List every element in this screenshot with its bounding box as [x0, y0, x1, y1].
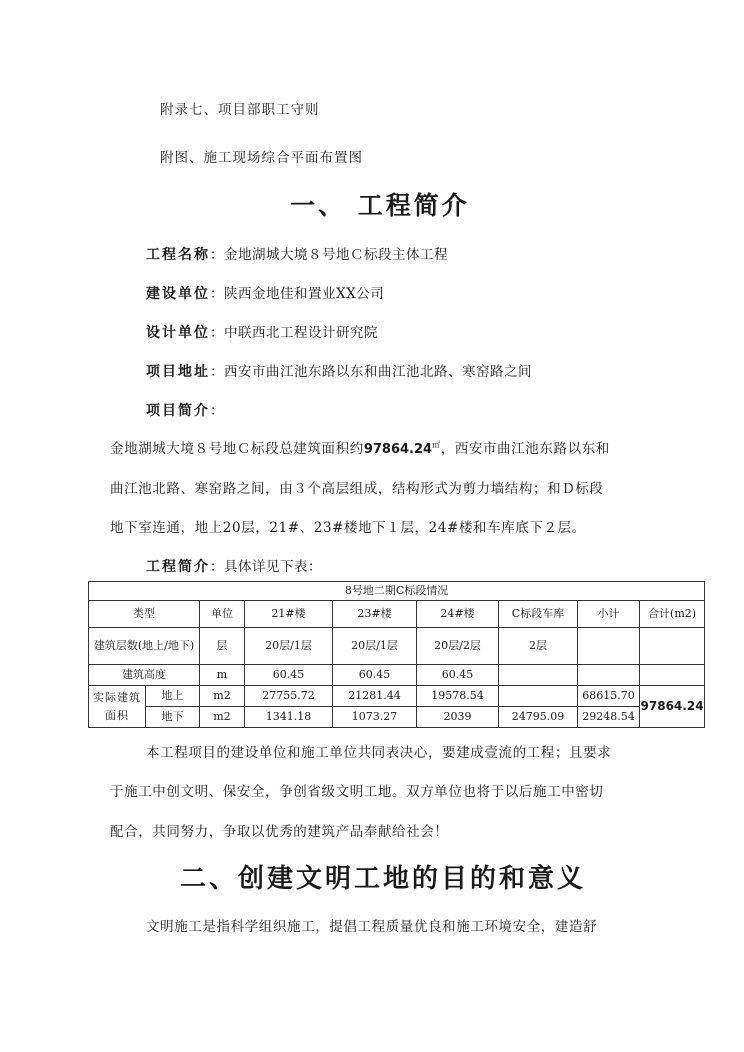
field-address	[146, 360, 532, 381]
closing-line-1: 本工程项目的建设单位和施工单位共同表决心，要建成壹流的工程；且要求	[146, 745, 612, 761]
below-23: 1073.27	[333, 707, 417, 728]
above-21: 27755.72	[245, 686, 333, 707]
section-1-title: 一、 工程简介	[290, 191, 470, 220]
table-caption-row	[89, 582, 705, 601]
section-2-title: 二、创建文明工地的目的和意义	[180, 864, 587, 894]
field-value: ：中联西北工程设计研究院	[210, 325, 378, 341]
summary-text: 金地湖城大境８号地Ｃ标段总建筑面积约	[110, 441, 364, 457]
table-intro	[146, 555, 322, 576]
above-garage	[499, 686, 578, 707]
table-intro-text: ：具体详见下表：	[210, 559, 322, 575]
floors-label: 建筑层数(地上/地下)	[89, 628, 200, 665]
height-unit: m	[200, 665, 245, 686]
field-label: 建设单位	[146, 286, 210, 302]
floors-subtotal	[578, 628, 640, 665]
height-21: 60.45	[245, 665, 333, 686]
header-subtotal: 小计	[578, 601, 640, 628]
summary-line-1	[110, 437, 610, 457]
table-header-row	[89, 601, 705, 628]
above-subtotal: 68615.70	[578, 686, 640, 707]
floors-23: 20层/1层	[333, 628, 417, 665]
table-row-below	[89, 707, 705, 728]
below-label: 地下	[146, 707, 200, 728]
height-garage	[499, 665, 578, 686]
field-label: 项目简介	[146, 403, 210, 419]
grand-total: 97864.24	[640, 686, 705, 728]
table-row-height	[89, 665, 705, 686]
above-label: 地上	[146, 686, 200, 707]
field-summary-label	[146, 399, 224, 420]
below-garage: 24795.09	[499, 707, 578, 728]
closing-line-2: 于施工中创文明、保安全，争创省级文明工地。双方单位也将于以后施工中密切	[110, 784, 604, 800]
field-label: 项目地址	[146, 364, 210, 380]
field-label: 工程名称	[146, 247, 210, 263]
table-row-above	[89, 686, 705, 707]
closing-line-3: 配合，共同努力，争取以优秀的建筑产品奉献给社会！	[110, 824, 449, 840]
table-row-floors	[89, 628, 705, 665]
floors-24: 20层/2层	[417, 628, 499, 665]
field-label: 设计单位	[146, 325, 210, 341]
below-21: 1341.18	[245, 707, 333, 728]
table-caption: 8号地二期C标段情况	[89, 582, 705, 601]
height-label: 建筑高度	[89, 665, 200, 686]
height-total	[640, 665, 705, 686]
field-designer	[146, 321, 378, 342]
header-23: 23#楼	[333, 601, 417, 628]
header-total: 合计(m2)	[640, 601, 705, 628]
table-intro-label: 工程简介	[146, 559, 210, 575]
total-area-value: 97864.24	[363, 442, 433, 457]
below-subtotal: 29248.54	[578, 707, 640, 728]
height-23: 60.45	[333, 665, 417, 686]
height-subtotal	[578, 665, 640, 686]
summary-line-3: 地下室连通，地上20层，21#、23#楼地下１层，24#楼和车库底下２层。	[110, 520, 586, 536]
above-23: 21281.44	[333, 686, 417, 707]
field-value: ：西安市曲江池东路以东和曲江池北路、寒窑路之间	[210, 364, 532, 380]
floors-unit: 层	[200, 628, 245, 665]
below-24: 2039	[417, 707, 499, 728]
field-value: ：陕西金地佳和置业XX公司	[210, 286, 385, 302]
toc-figure: 附图、施工现场综合平面布置图	[160, 150, 363, 166]
height-24: 60.45	[417, 665, 499, 686]
field-colon: ：	[210, 403, 224, 419]
header-garage: C标段车库	[499, 601, 578, 628]
area-unit: ㎡	[432, 440, 441, 450]
below-unit: m2	[200, 707, 245, 728]
above-24: 19578.54	[417, 686, 499, 707]
header-21: 21#楼	[245, 601, 333, 628]
header-24: 24#楼	[417, 601, 499, 628]
header-type: 类型	[89, 601, 200, 628]
area-label: 实际建筑面积	[89, 686, 146, 728]
field-value: ：金地湖城大境８号地Ｃ标段主体工程	[210, 247, 448, 263]
field-developer	[146, 282, 384, 303]
floors-garage: 2层	[499, 628, 578, 665]
floors-total	[640, 628, 705, 665]
summary-line-2: 曲江池北路、寒窑路之间，由３个高层组成，结构形式为剪力墙结构；和Ｄ标段	[110, 481, 604, 497]
summary-text: ，西安市曲江池东路以东和	[440, 441, 610, 457]
floors-21: 20层/1层	[245, 628, 333, 665]
header-unit: 单位	[200, 601, 245, 628]
section-2-line-1: 文明施工是指科学组织施工，提倡工程质量优良和施工环境安全，建造舒	[146, 919, 598, 935]
field-project-name	[146, 243, 448, 264]
above-unit: m2	[200, 686, 245, 707]
project-table	[88, 581, 705, 728]
toc-appendix-7: 附录七、项目部职工守则	[160, 102, 320, 118]
